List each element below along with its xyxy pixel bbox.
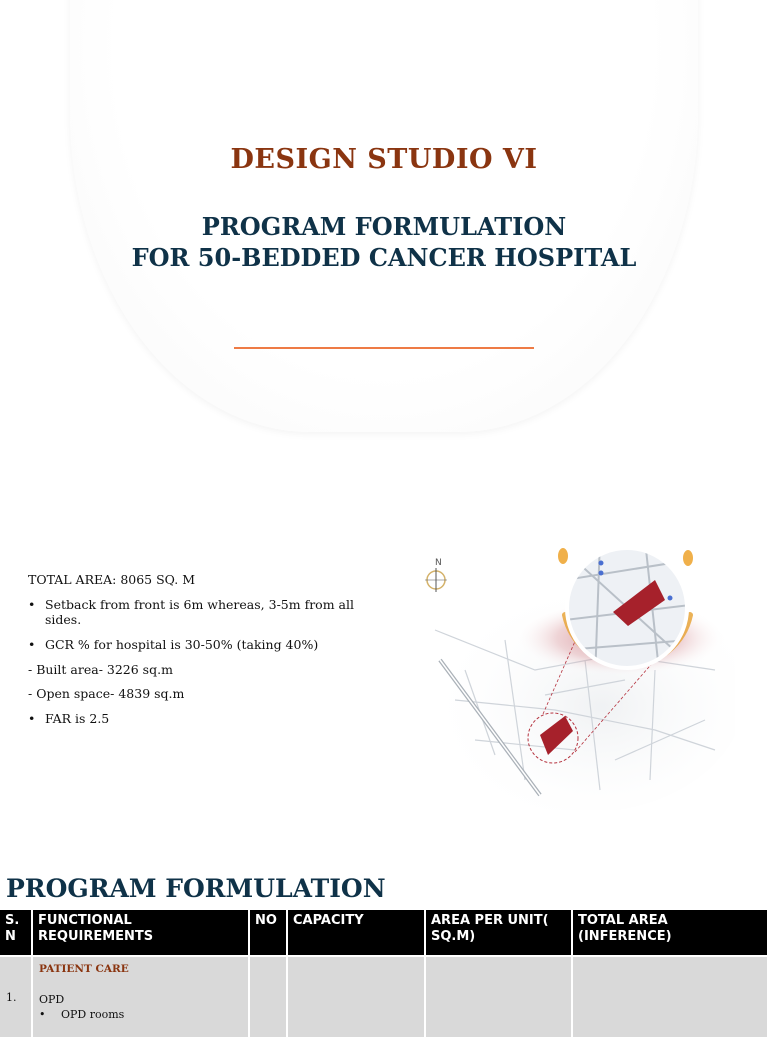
col-header-total-area: TOTAL AREA (INFERENCE) [572,910,768,956]
section-label: OPD [39,993,65,1006]
col-header-sn: S. N [0,910,32,956]
list-item [39,1008,124,1021]
no-cell [249,956,287,1037]
col-header-area-per-unit: AREA PER UNIT( SQ.M) [425,910,572,956]
far-item [28,711,358,727]
functional-requirements-cell [32,956,249,1037]
sn-cell [0,956,32,1037]
far-text: FAR is 2.5 [45,710,110,726]
table-row [0,956,768,1037]
category-label: PATIENT CARE [39,963,129,975]
title-divider [234,347,534,349]
subtitle-line-2: FOR 50-BEDDED CANCER HOSPITAL [131,243,637,272]
row-number: 1. [6,991,17,1004]
total-area-cell [572,956,768,1037]
bullet-icon: • [28,596,36,612]
table-header-row [0,910,768,956]
col-header-capacity: CAPACITY [287,910,425,956]
page-title: DESIGN STUDIO VI [230,144,538,175]
built-area-text: - Built area- 3226 sq.m [28,661,173,677]
bullet-icon: • [28,636,36,652]
capacity-cell [287,956,425,1037]
title-slide [0,0,768,440]
north-label: N [435,558,442,568]
site-location-map [415,520,735,810]
north-arrow-icon [425,568,447,592]
gcr-item [28,637,358,653]
col-header-no: NO [249,910,287,956]
total-area-text: TOTAL AREA: 8065 SQ. M [28,572,196,587]
program-table [0,910,768,1037]
setback-text: Setback from front is 6m whereas, 3-5m from all sides. [45,596,354,628]
setback-item [28,597,358,628]
gcr-text: GCR % for hospital is 30-50% (taking 40%) [45,636,319,652]
bullet-icon: • [28,710,36,726]
area-per-unit-cell [425,956,572,1037]
bullet-icon: • [39,1008,46,1021]
open-space-text: - Open space- 4839 sq.m [28,686,185,702]
item-label: OPD rooms [61,1008,125,1021]
subtitle-line-1: PROGRAM FORMULATION [201,212,567,241]
program-heading: PROGRAM FORMULATION [6,874,386,903]
site-info [28,572,358,735]
col-header-functional-requirements: FUNCTIONAL REQUIREMENTS [32,910,249,956]
